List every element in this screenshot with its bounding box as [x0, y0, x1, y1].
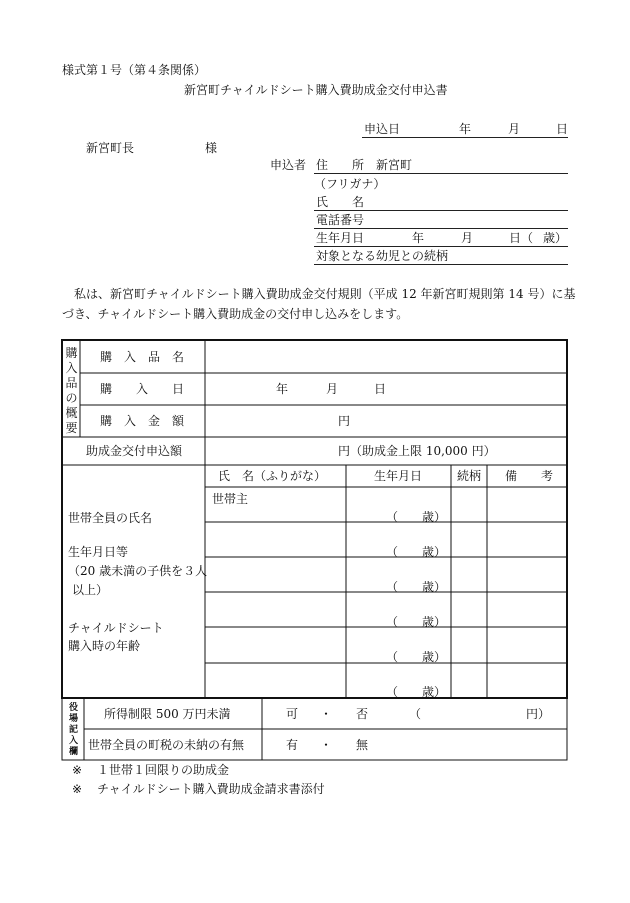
tax-yes: 有 [286, 738, 299, 752]
household-desc-4: 以上） [72, 583, 109, 597]
household-desc-6: 購入時の年齢 [68, 639, 141, 653]
office-section-label: 役 場 記 入 欄 [68, 703, 78, 757]
birth-month: 月 [461, 231, 474, 245]
household-age: （ 歳） [386, 615, 447, 629]
income-ng: 否 [356, 707, 369, 721]
income-limit-label: 所得制限 500 万円未満 [104, 707, 231, 721]
application-date-label: 申込日 [364, 122, 401, 136]
form-title: 新宮町チャイルドシート購入費助成金交付申込書 [184, 83, 448, 97]
name-label: 氏 名 [316, 195, 365, 209]
income-ok: 可 [286, 707, 299, 721]
note-text: １世帯１回限りの助成金 [97, 763, 230, 777]
purchase-date-label: 購 入 日 [100, 382, 185, 396]
purchase-item-label: 購 入 品 名 [100, 350, 185, 364]
purchase-section-label: 購 入 品 の 概 要 [65, 346, 78, 435]
note-text: チャイルドシート購入費助成金請求書添付 [97, 782, 325, 796]
income-dot: ・ [320, 707, 333, 721]
subsidy-value: 円（助成金上限 10,000 円） [338, 444, 496, 458]
household-age: （ 歳） [386, 685, 447, 699]
tax-dot: ・ [320, 738, 333, 752]
tax-label: 世帯全員の町税の未納の有無 [88, 738, 245, 752]
household-desc-5: チャイルドシート [68, 621, 164, 635]
note-mark: ※ [72, 782, 83, 796]
income-paren-close: 円） [526, 707, 551, 721]
household-header-note: 備 考 [505, 469, 554, 483]
application-date-year: 年 [459, 122, 472, 136]
purchase-amount-unit: 円 [338, 414, 351, 428]
applicant-label: 申込者 [270, 158, 307, 172]
note-mark: ※ [72, 763, 83, 777]
application-date-day: 日 [556, 122, 569, 136]
birth-age: 歳） [543, 231, 568, 245]
purchase-date-year: 年 [276, 382, 289, 396]
purchase-date-month: 月 [326, 382, 339, 396]
household-head-label: 世帯主 [212, 492, 249, 506]
addressee-mayor: 新宮町長 [86, 141, 135, 155]
statement-text: 私は、新宮町チャイルドシート購入費助成金交付規則（平成 12 年新宮町規則第 14 号）に基づき、チャイルドシート購入費助成金の交付申し込みをします。 [62, 287, 576, 321]
household-header-relation: 続柄 [457, 469, 482, 483]
household-age: （ 歳） [386, 510, 447, 524]
subsidy-label: 助成金交付申込額 [86, 444, 183, 458]
birth-label: 生年月日 [316, 231, 365, 245]
furigana-label: （フリガナ） [314, 177, 386, 191]
household-age: （ 歳） [386, 545, 447, 559]
household-desc-3: （20 歳未満の子供を３人 [68, 564, 208, 578]
address-value: 新宮町 [376, 158, 413, 172]
household-age: （ 歳） [386, 580, 447, 594]
purchase-date-day: 日 [374, 382, 387, 396]
household-header-birth: 生年月日 [374, 469, 423, 483]
household-header-name: 氏 名（ふりがな） [218, 469, 327, 483]
application-date-month: 月 [508, 122, 521, 136]
birth-day: 日（ [509, 231, 534, 245]
tax-no: 無 [356, 738, 369, 752]
purchase-amount-label: 購 入 金 額 [100, 414, 185, 428]
household-age: （ 歳） [386, 650, 447, 664]
relation-label: 対象となる幼児との続柄 [316, 249, 449, 263]
address-label: 住 所 [316, 158, 365, 172]
household-desc-1: 世帯全員の氏名 [68, 511, 153, 525]
birth-year: 年 [412, 231, 425, 245]
income-paren-open: （ [409, 707, 422, 721]
phone-label: 電話番号 [316, 213, 365, 227]
form-number: 様式第１号（第４条関係） [62, 63, 207, 77]
household-desc-2: 生年月日等 [68, 545, 129, 559]
addressee-honorific: 様 [205, 141, 218, 155]
